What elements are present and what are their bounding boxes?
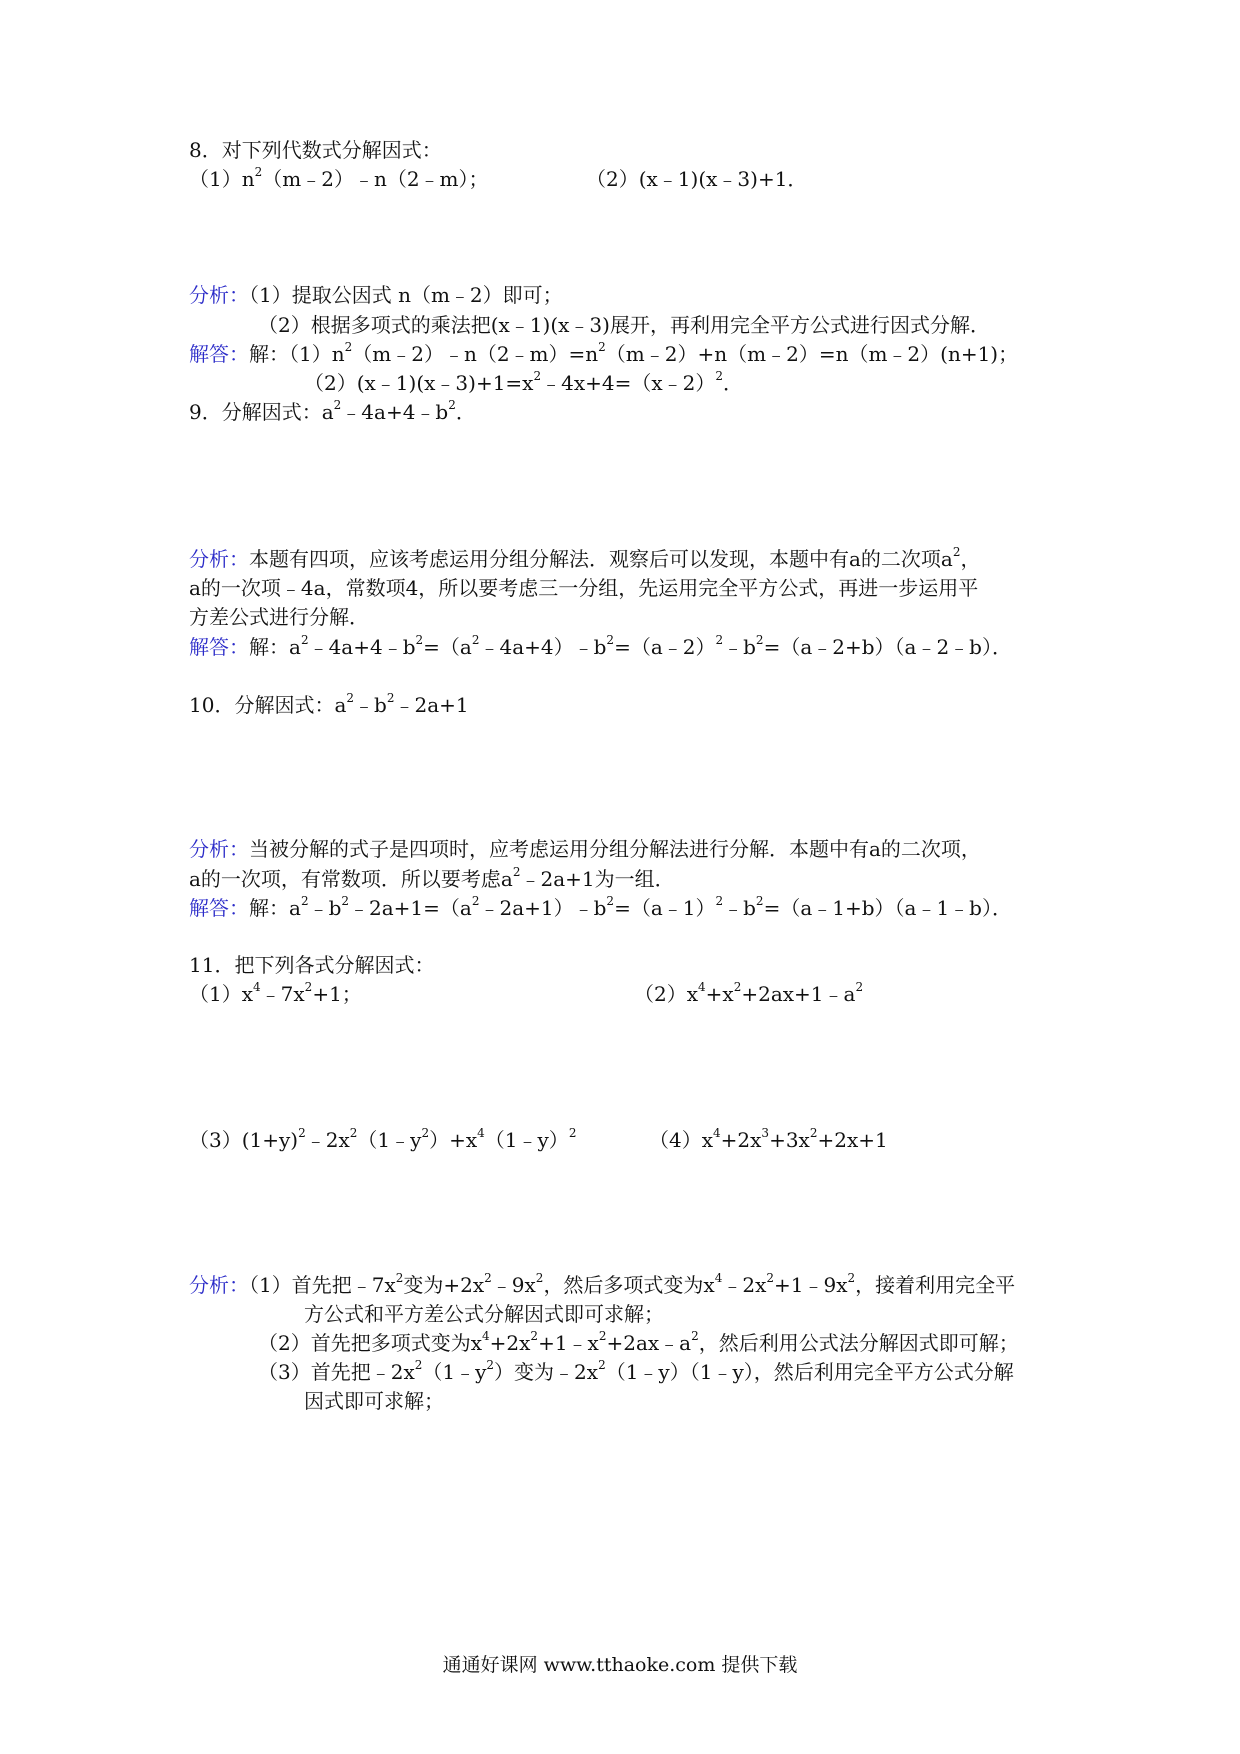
q8-part2: （2）(x﹣1)(x﹣3)+1．: [586, 167, 808, 191]
q11-analysis: 分析：（1）首先把$﹣7x^2$变为$+2x^2﹣9x^2$，然后多项式变为$x^4﹣2x^2+1﹣9x^2$，接着利用完全平: [189, 1271, 1016, 1297]
q8-title: 8．对下列代数式分解因式：: [189, 138, 442, 162]
q11-analysis-3b: 因式即可求解；: [304, 1389, 444, 1413]
q11-analysis-3: （3）首先把$﹣2x^2(1﹣y^2)$变为$﹣2x^2(1﹣y)(1﹣y)$，然后利用完全平方公式分解: [258, 1358, 1014, 1384]
q10-analysis: 分析：当被分解的式子是四项时，应考虑运用分组分解法进行分解．本题中有a的二次项，: [189, 837, 981, 861]
q9-analysis: 分析：本题有四项，应该考虑运用分组分解法．观察后可以发现，本题中有a的二次项$a^2$，: [189, 545, 981, 571]
q8-answer: 解答：解：$(1)n^2(m﹣2)﹣n(2﹣m)=n^2(m﹣2)+n(m﹣2)=n(m﹣2)(n+1)$；: [189, 340, 1019, 366]
q11-part1: $(1)x^4﹣7x^2+1$；: [189, 980, 362, 1006]
q11-analysis-2: （2）首先把多项式变为$x^4+2x^2+1﹣x^2+2ax﹣a^2$，然后利用公式法分解因式即可解；: [258, 1329, 1019, 1355]
q10-analysis-label: 分析：: [189, 837, 249, 861]
q10-answer: 解答：解：$a^2﹣b^2﹣2a+1=(a^2﹣2a+1)﹣b^2=(a﹣1)^2﹣b^2=(a﹣1+b)(a﹣1﹣b)$．: [189, 894, 1012, 920]
q8-part1: $(1)n^2(m﹣2)﹣n(2﹣m)$；: [189, 165, 489, 191]
q8-analysis-2: （2）根据多项式的乘法把(x﹣1)(x﹣3)展开，再利用完全平方公式进行因式分解．: [258, 313, 990, 337]
q8-analysis: 分析：（1）提取公因式 n（m﹣2）即可；: [189, 283, 563, 307]
q9-analysis-2: a的一次项﹣4a，常数项4，所以要考虑三一分组，先运用完全平方公式，再进一步运用平: [189, 576, 979, 600]
q10-answer-label: 解答：: [189, 896, 249, 920]
q9-answer: 解答：解：$a^2﹣4a+4﹣b^2=(a^2﹣4a+4)﹣b^2=(a﹣2)^2﹣b^2=(a﹣2+b)(a﹣2﹣b)$．: [189, 633, 1012, 659]
page-footer: 通通好课网 www.tthaoke.com 提供下载: [442, 1654, 798, 1676]
q11-part3: $(3)(1+y)^2﹣2x^2(1﹣y^2)+x^4(1﹣y)^2$: [189, 1126, 577, 1152]
q9-answer-label: 解答：: [189, 635, 249, 659]
q11-title: 11．把下列各式分解因式：: [189, 953, 435, 977]
q11-part2: $(2)x^4+x^2+2ax+1﹣a^2$: [634, 980, 864, 1006]
q8-parts: [189, 164, 808, 194]
q10-title: 10．分解因式：$a^2﹣b^2﹣2a+1$: [189, 691, 469, 717]
q8-answer-label: 解答：: [189, 342, 249, 366]
q9-analysis-label: 分析：: [189, 547, 249, 571]
q11-analysis-label: 分析：: [189, 1273, 249, 1297]
q11-parts-3-4: [189, 1125, 888, 1155]
q11-analysis-1b: 方公式和平方差公式分解因式即可求解；: [304, 1302, 664, 1326]
q11-parts-1-2: [189, 979, 864, 1009]
q8-answer-2: $(2)(x﹣1)(x﹣3)+1=x^2﹣4x+4=(x﹣2)^2$．: [304, 369, 743, 395]
q8-analysis-label: 分析：: [189, 283, 249, 307]
q11-part4: $(4)x^4+2x^3+3x^2+2x+1$: [649, 1126, 888, 1152]
q9-analysis-3: 方差公式进行分解．: [189, 605, 369, 629]
q10-analysis-2: a的一次项，有常数项．所以要考虑$a^2﹣2a+1$为一组．: [189, 865, 675, 891]
q9-title: 9．分解因式：$a^2﹣4a+4﹣b^2$．: [189, 398, 476, 424]
